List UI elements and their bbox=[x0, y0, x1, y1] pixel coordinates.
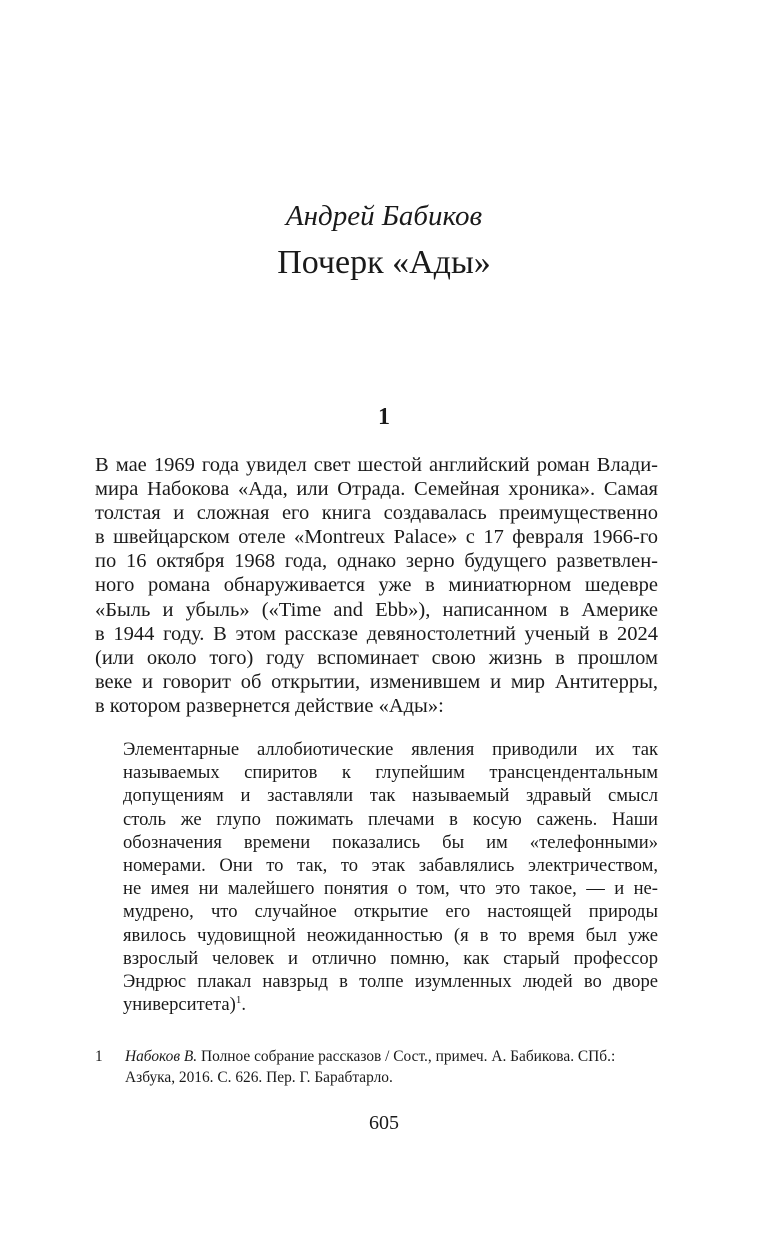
footnote-line bbox=[125, 1046, 658, 1067]
body-paragraph bbox=[95, 453, 658, 718]
quote-line: явилось чудовищной неожиданностью (я в то время был уже bbox=[123, 924, 658, 946]
body-line: в 1944 году. В этом рассказе девяностолетний ученый в 2024 bbox=[95, 622, 658, 645]
quote-last-line bbox=[123, 993, 658, 1016]
body-line: В мае 1969 года увидел свет шестой английский роман Влади- bbox=[95, 454, 658, 476]
quote-line: допущениям и заставляли так называемый здравый смысл bbox=[123, 785, 658, 807]
footnote-author: Набоков В. bbox=[125, 1048, 198, 1065]
quote-line: обозначения времени показались бы им «телефонными» bbox=[123, 831, 658, 853]
footnote-number: 1 bbox=[95, 1048, 103, 1065]
footnote-line: Азбука, 2016. С. 626. Пер. Г. Барабтарло. bbox=[125, 1069, 393, 1086]
chapter-title: Почерк «Ады» bbox=[277, 244, 491, 281]
quote-line: университета) bbox=[123, 994, 236, 1016]
body-line: веке и говорит об открытии, изменившем и мир Антитерры, bbox=[95, 670, 658, 693]
page-number: 605 bbox=[369, 1112, 399, 1134]
body-line: толстая и сложная его книга создавалась преимущественно bbox=[95, 502, 658, 525]
quote-line: не имея ни малейшего понятия о том, что это такое, — и не- bbox=[123, 878, 658, 900]
quote-line: мудрено, что случайное открытие его настоящей природы bbox=[123, 901, 658, 923]
body-line: «Быль и убыль» («Time and Ebb»), написанном в Америке bbox=[95, 598, 658, 621]
footnote-line1-rest: Полное собрание рассказов / Сост., примеч. А. Бабикова. СПб.: bbox=[197, 1048, 616, 1065]
body-line: мира Набокова «Ада, или Отрада. Семейная хроника». Самая bbox=[95, 478, 658, 501]
body-line: ного романа обнаруживается уже в миниатюрном шедевре bbox=[95, 574, 658, 597]
quote-line: Элементарные аллобиотические явления приводили их так bbox=[123, 739, 658, 760]
quote-line: номерами. Они то так, то этак забавлялись электричеством, bbox=[123, 855, 658, 877]
body-line: по 16 октября 1968 года, однако зерно будущего разветвлен- bbox=[95, 550, 658, 573]
footnote bbox=[95, 1046, 658, 1088]
quote-end-punctuation: . bbox=[241, 994, 246, 1016]
chapter-author: Андрей Бабиков bbox=[285, 200, 483, 232]
body-line: в швейцарском отеле «Montreux Palace» с 17 февраля 1966-го bbox=[95, 526, 658, 549]
block-quote bbox=[123, 738, 658, 1016]
quote-line: Эндрюс плакал навзрыд в толпе изумленных людей во дворе bbox=[123, 971, 658, 993]
footnote-reference[interactable]: 1 bbox=[235, 994, 242, 1007]
footnote-text bbox=[125, 1046, 658, 1088]
body-line: в котором развернется действие «Ады»: bbox=[95, 694, 444, 717]
quote-line: столь же глупо пожимать плечами в косую сажень. Наши bbox=[123, 808, 658, 830]
section-number: 1 bbox=[378, 404, 390, 430]
body-line: (или около того) году вспоминает свою жизнь в прошлом bbox=[95, 646, 658, 669]
quote-line: взрослый человек и отлично помню, как старый профессор bbox=[123, 947, 658, 969]
quote-line: называемых спиритов к глупейшим трансцендентальным bbox=[123, 762, 658, 784]
